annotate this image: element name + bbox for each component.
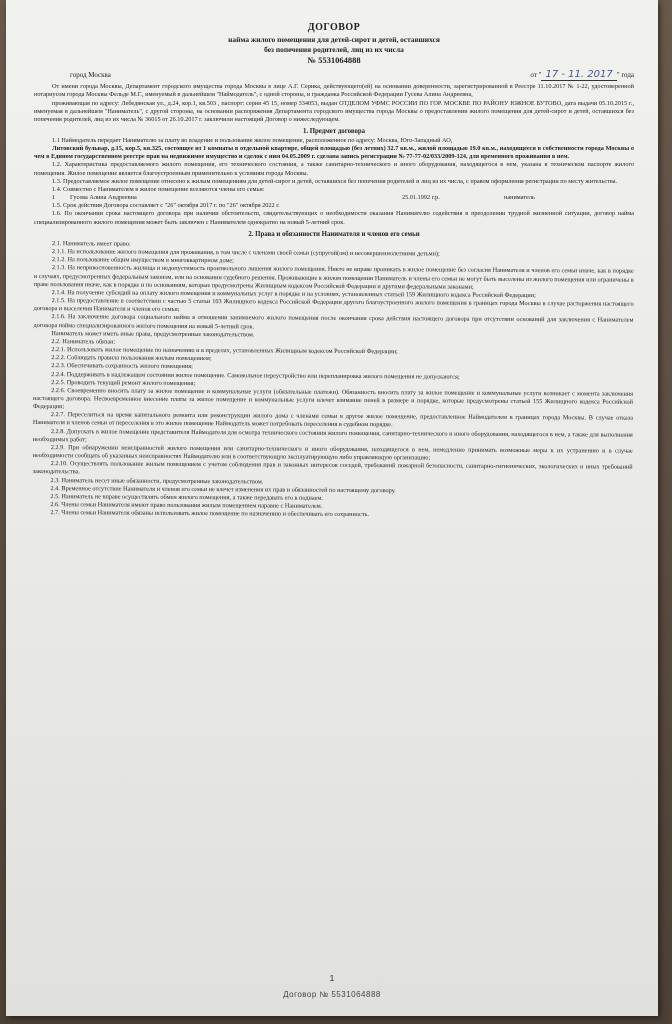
member-relation: наниматель	[504, 194, 535, 202]
section-1-heading: 1. Предмет договора	[302, 127, 366, 135]
clause-2-1-1: 2.1.1. На использование жилого помещения для проживания, в том числе с членами своей семьи (супругой(ом) и несовершеннолетними детьми);	[51, 247, 440, 258]
clause-2-1-2: 2.1.2. На пользование общим имуществом в многоквартирном доме;	[51, 256, 234, 265]
clause-2-2-6: 2.2.6. Своевременно вносить плату за жилое помещение и коммунальные услуги (обязательные платежи). Обязанность вносить плату за жилое помещение и коммунальные услуги возникает с момента заключения настоящего договора. Несвоевременное внесение платы за жилое помещение и коммунальные услуги влечет взимание пеней в размере и порядке, которые предусмотрены статьей 155 Жилищного кодекса Российской Федерации;	[32, 386, 634, 411]
clause-1-5: 1.5. Срок действия Договора составляет с "26" октября 2017 г. по "26" октября 2022 г.	[52, 202, 280, 210]
clause-2-2-10: 2.2.10. Осуществлять пользование жилым помещением с учетом соблюдения прав и законных интересов соседей, требований пожарной безопасности, санитарно-гигиенических, экологических и иных требований законодательства.	[32, 460, 633, 476]
page-number: 1	[329, 974, 335, 983]
clause-2-6: 2.6. Члены семьи Нанимателя имеют право пользования жилым помещением наравне с Нанимателем.	[50, 500, 323, 510]
clause-2-1-6: 2.1.6. На заключение договора социального найма в отношении занимаемого жилого помещения после окончания срока действия настоящего договора при отсутствии оснований для заключения с Нанимателем договора найма специализированного жилого помещения на новый 5-летний срок.	[33, 313, 634, 330]
document-subtitle	[34, 35, 634, 54]
date-suffix: " года	[616, 71, 634, 80]
clause-other-rights: Наниматель может иметь иные права, предусмотренные законодательством.	[51, 329, 255, 338]
clause-1-3: 1.3. Предоставляемое жилое помещение отнесено к жилым помещениям для детей-сирот и детей, оставшихся без попечения родителей и лиц из их числа, с правом оформления регистрации по месту жительства.	[52, 177, 618, 185]
section-2-heading: 2. Права и обязанности Нанимателя и членов его семьи	[248, 230, 420, 238]
clause-2-1-4: 2.1.4. На получение субсидий на оплату жилого помещения и коммунальных услуг в порядке и на условиях, установленных статьей 159 Жилищного кодекса Российской Федерации;	[51, 288, 536, 299]
clause-2-2-3: 2.2.3. Обеспечивать сохранность жилого помещения;	[51, 362, 193, 371]
handwritten-date: 17 - 11. 2017	[545, 69, 613, 81]
family-member-row	[34, 194, 634, 202]
clause-2-2-7: 2.2.7. Переселиться на время капитального ремонта или реконструкции жилого дома с членами семьи в другое жилое помещение, предоставленное Наймодателем в границах города Москвы. В случае отказа Нанимателя и членов семьи от переселения в это жилое помещение Наймодатель может потребовать переселения в судебном порядке.	[32, 411, 633, 429]
clause-2-4: 2.4. Временное отсутствие Нанимателя и членов его семьи не влечет изменения их прав и обязанностей по настоящему договору.	[50, 484, 396, 494]
document-footer: Договор № 5531064888	[283, 990, 381, 999]
subtitle-line-1: найма жилого помещения для детей-сирот и детей, оставшихся	[228, 35, 440, 44]
section-2-body	[32, 240, 634, 521]
clause-1-6: 1.6. По окончании срока настоящего договора при наличии обстоятельств, свидетельствующих о необходимости оказания Нанимателю содействия в преодолении трудной жизненной ситуации, договор найма специализированного жилого помещения может быть заключен с Нанимателем однократно на новый 5-летний срок.	[34, 210, 634, 226]
member-birth-date: 25.01.1992 г.р.	[402, 194, 440, 202]
document-content	[34, 22, 634, 517]
clause-1-1-address	[34, 145, 634, 161]
clause-1-2: 1.2. Характеристика предоставляемого жилого помещения, его технического состояния, а также санитарно-технического и иного оборудования, находящегося в нем, указана в техническом паспорте жилого помещения. Жилое помещение является благоустроенным применительно к условиям города Москвы.	[34, 161, 634, 177]
clause-2-1-5: 2.1.5. На предоставление в соответствии с частью 5 статьи 103 Жилищного кодекса Российской Федерации другого благоустроенного жилого помещения в границах города Москвы в случае расторжения настоящего договора и выселения Нанимателя и членов его семьи;	[33, 296, 634, 313]
contract-date	[530, 69, 634, 81]
clause-2-2-1: 2.2.1. Использовать жилое помещение по назначению и в пределах, установленных Жилищным кодексом Российской Федерации;	[51, 345, 398, 355]
member-name: Гусева Алина Андреевна	[70, 194, 137, 202]
clause-2-2-4: 2.2.4. Поддерживать в надлежащем состоянии жилое помещение. Самовольное переустройство или перепланировка жилого помещения не допускаются;	[51, 370, 460, 380]
clause-2-5: 2.5. Наниматель не вправе осуществлять обмен жилого помещения, а также передавать его в поднаем.	[50, 492, 323, 502]
document-number: № 5531064888	[307, 55, 361, 66]
clause-2-3: 2.3. Наниматель несет иные обязанности, предусмотренные законодательством.	[50, 476, 264, 485]
clause-2-2-5: 2.2.5. Проводить текущий ремонт жилого помещения;	[51, 378, 196, 387]
clause-1-4: 1.4. Совместно с Нанимателем в жилое помещение вселяются члены его семьи:	[52, 185, 265, 193]
clause-2-2: 2.2. Наниматель обязан:	[51, 337, 116, 346]
subtitle-line-2: без попечения родителей, лиц из их числа	[264, 44, 404, 54]
clause-1-1-details: Литовский бульвар, д.15, кор.5, кв.325, состоящее из 1 комнаты в отдельной квартире, общей площадью (без летних) 32.7 кв.м., жилой площадью 19.0 кв.м., находящееся в собственности города Москвы о чем в Едином государственном реестре прав на недвижимое имущество и сделок с ним 04.05.2009 г. сделана запись регистрации № 77-77-02/033/2009-124, для временного проживания в нем.	[34, 145, 634, 161]
date-underline	[541, 69, 616, 81]
clause-2-7: 2.7. Члены семьи Нанимателя обязаны использовать жилое помещение по назначению и обеспечивать его сохранность.	[50, 508, 370, 518]
city-label: город Москва	[70, 71, 111, 80]
intro-paragraph-1: От имени города Москвы, Департамент городского имущества города Москвы в лице А.Г. Серика, действующего(ей) на основании доверенности, зарегистрированной в Реестре 11.10.2017 № 1-22, удостоверенной нотариусом города Москвы Фельде М.Г., именуемый в дальнейшем "Наймодатель", с одной стороны, и гражданка Российской Федерации Гусева Алина Андреевна,	[34, 83, 634, 99]
intro-paragraph-2: проживающая по адресу: Лебедянская ул., д.24, кор.1, кв.503 , паспорт: серия 45 15, номер 334053, выдан ОТДЕЛОМ УФМС РОССИИ ПО ГОР. МОСКВЕ ПО РАЙОНУ ЮЖНОЕ БУТОВО, дата выдачи 05.10.2015 г., именуемая в дальнейшем "Наниматель", с другой стороны, на основании распоряжения Департамента городского имущества города Москвы о предоставлении жилого помещения для детей-сирот и детей, оставшихся без попечения родителей, лиц из их числа № 36015 от 26.10.2017 г. заключили настоящий Договор о нижеследующем.	[34, 99, 634, 123]
clause-2-1-3: 2.1.3. На неприкосновенность жилища и недопустимость произвольного лишения жилого помещения. Никто не вправе проникать в жилое помещение без согласия Нанимателя и членов его семьи иначе, как в порядке и случаях, предусмотренных федеральным законом, или на основании судебного решения. Проживающие в жилом помещении Наниматель и члены его семьи не могут быть выселены из жилого помещения или ограничены в праве пользования иначе, как в порядке и по основаниям, которые предусмотрены Жилищным кодексом Российской Федерации и другими федеральными законами;	[33, 264, 634, 291]
clause-2-2-9: 2.2.9. При обнаружении неисправностей жилого помещения или санитарно-технического и иного оборудования, находящегося в нем, немедленно принимать возможные меры к их устранению и в случае необходимости сообщать об указанных неисправностях Наймодателю или в соответствующую эксплуатирующую либо управляющую организацию;	[32, 443, 633, 462]
clause-2-2-8: 2.2.8. Допускать в жилое помещение представителя Наймодателя для осмотра технического состояния жилого помещения, санитарно-технического и иного оборудования, находящегося в нем, а также для выполнения необходимых работ;	[32, 427, 633, 443]
place-date-row	[34, 69, 634, 83]
document-page	[6, 0, 658, 1016]
clause-2-2-2: 2.2.2. Соблюдать правила пользования жилым помещением;	[51, 354, 212, 362]
clause-2-1: 2.1. Наниматель имеет право:	[51, 239, 131, 248]
member-number: 1	[52, 194, 56, 202]
document-title: ДОГОВОР	[307, 22, 361, 33]
clause-1-1: 1.1 Наймодатель передает Нанимателю за плату во владение и пользование жилое помещение, расположенное по адресу: Москва, Юго-Западный АО,	[52, 136, 453, 144]
date-prefix: от "	[530, 71, 542, 80]
